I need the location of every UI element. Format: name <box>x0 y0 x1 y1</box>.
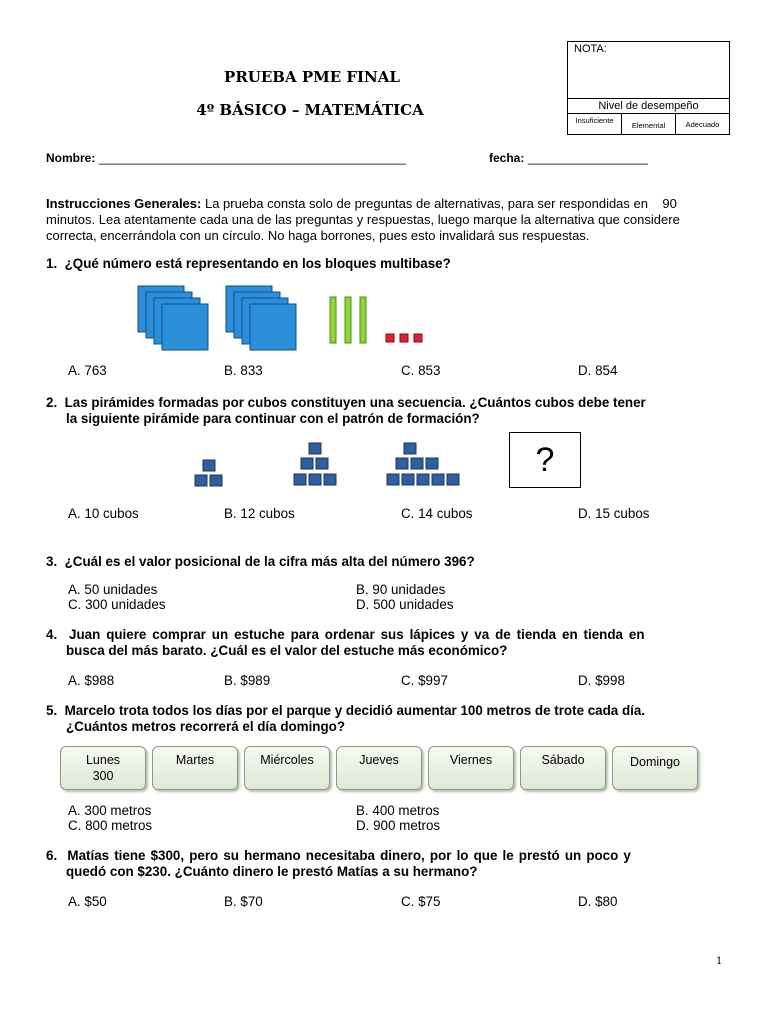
level-elemental: Elemental <box>622 114 676 135</box>
q4-option-b[interactable]: B. $989 <box>224 673 271 688</box>
day-box-martes: Martes <box>152 746 238 790</box>
name-field: Nombre: ______________________________________________ <box>46 151 406 165</box>
hundred-blocks-group-2 <box>226 286 296 350</box>
q2-option-d[interactable]: D. 15 cubos <box>578 506 650 521</box>
question-5: 5. Marcelo trota todos los días por el parque y decidió aumentar 100 metros de trote cada día. ¿Cuántos metros recorrerá el día domingo? <box>46 703 646 734</box>
ten-rods <box>330 297 366 343</box>
q1-option-b[interactable]: B. 833 <box>224 363 263 378</box>
question-1: 1. ¿Qué número está representando en los bloques multibase? <box>46 256 451 271</box>
q5-option-c[interactable]: C. 800 metros <box>68 818 153 833</box>
q6-option-d[interactable]: D. $80 <box>578 894 618 909</box>
q3-option-a[interactable]: A. 50 unidades <box>68 582 158 597</box>
q5-option-b[interactable]: B. 400 metros <box>356 803 440 818</box>
cube-pyramids-figure <box>188 440 478 490</box>
base-ten-blocks-figure <box>130 282 430 352</box>
day-box-domingo: Domingo <box>612 746 698 790</box>
performance-levels <box>568 113 729 135</box>
q4-option-c[interactable]: C. $997 <box>401 673 448 688</box>
q4-option-a[interactable]: A. $988 <box>68 673 115 688</box>
question-3: 3. ¿Cuál es el valor posicional de la cifra más alta del número 396? <box>46 554 475 569</box>
day-box-lunes: Lunes 300 <box>60 746 146 790</box>
q6-option-a[interactable]: A. $50 <box>68 894 107 909</box>
day-box-sabado: Sábado <box>520 746 606 790</box>
q3-option-b[interactable]: B. 90 unidades <box>356 582 446 597</box>
level-insuficiente: Insuficiente <box>568 114 622 135</box>
q4-option-d[interactable]: D. $998 <box>578 673 625 688</box>
level-adecuado: Adecuado <box>685 120 720 129</box>
grade-box <box>567 41 730 135</box>
q2-option-a[interactable]: A. 10 cubos <box>68 506 139 521</box>
instructions: Instrucciones Generales: La prueba consta solo de preguntas de alternativas, para ser respondidas en 90 minutos. Lea atentamente cada una de las preguntas y respuestas, luego marque la alternativa que considere correcta, encerrándola con un círculo. No haga borrones, pues esto invalidará sus respuestas. <box>46 196 680 243</box>
question-4: 4. Juan quiere comprar un estuche para ordenar sus lápices y va de tienda en tienda en busca del más barato. ¿Cuál es el valor del estuche más económico? <box>46 627 645 658</box>
question-2: 2. Las pirámides formadas por cubos constituyen una secuencia. ¿Cuántos cubos debe tener la siguiente pirámide para continuar con el patrón de formación? <box>46 395 646 426</box>
unknown-pyramid-box: ? <box>509 432 581 488</box>
q6-option-c[interactable]: C. $75 <box>401 894 441 909</box>
page-number: 1 <box>716 956 723 967</box>
q5-option-d[interactable]: D. 900 metros <box>356 818 441 833</box>
page-subtitle: 4º BÁSICO – MATEMÁTICA <box>196 101 424 119</box>
unit-cubes <box>386 334 422 342</box>
q3-option-d[interactable]: D. 500 unidades <box>356 597 454 612</box>
q1-option-d[interactable]: D. 854 <box>578 363 618 378</box>
q1-option-c[interactable]: C. 853 <box>401 363 441 378</box>
q2-option-c[interactable]: C. 14 cubos <box>401 506 473 521</box>
q2-option-b[interactable]: B. 12 cubos <box>224 506 295 521</box>
instructions-label: Instrucciones Generales: <box>46 196 202 211</box>
hundred-blocks-group-1 <box>138 286 216 350</box>
day-box-jueves: Jueves <box>336 746 422 790</box>
question-6: 6. Matías tiene $300, pero su hermano necesitaba dinero, por lo que le prestó un poco y quedó con $230. ¿Cuánto dinero le prestó Matías a su hermano? <box>46 848 631 879</box>
q6-option-b[interactable]: B. $70 <box>224 894 263 909</box>
q1-option-a[interactable]: A. 763 <box>68 363 107 378</box>
day-box-viernes: Viernes <box>428 746 514 790</box>
performance-level-label: Nivel de desempeño <box>568 98 729 114</box>
q3-option-c[interactable]: C. 300 unidades <box>68 597 166 612</box>
grade-label: NOTA: <box>574 43 607 55</box>
q5-option-a[interactable]: A. 300 metros <box>68 803 152 818</box>
date-field: fecha: __________________ <box>489 151 648 165</box>
day-box-miercoles: Miércoles <box>244 746 330 790</box>
page-title: PRUEBA PME FINAL <box>224 68 400 86</box>
